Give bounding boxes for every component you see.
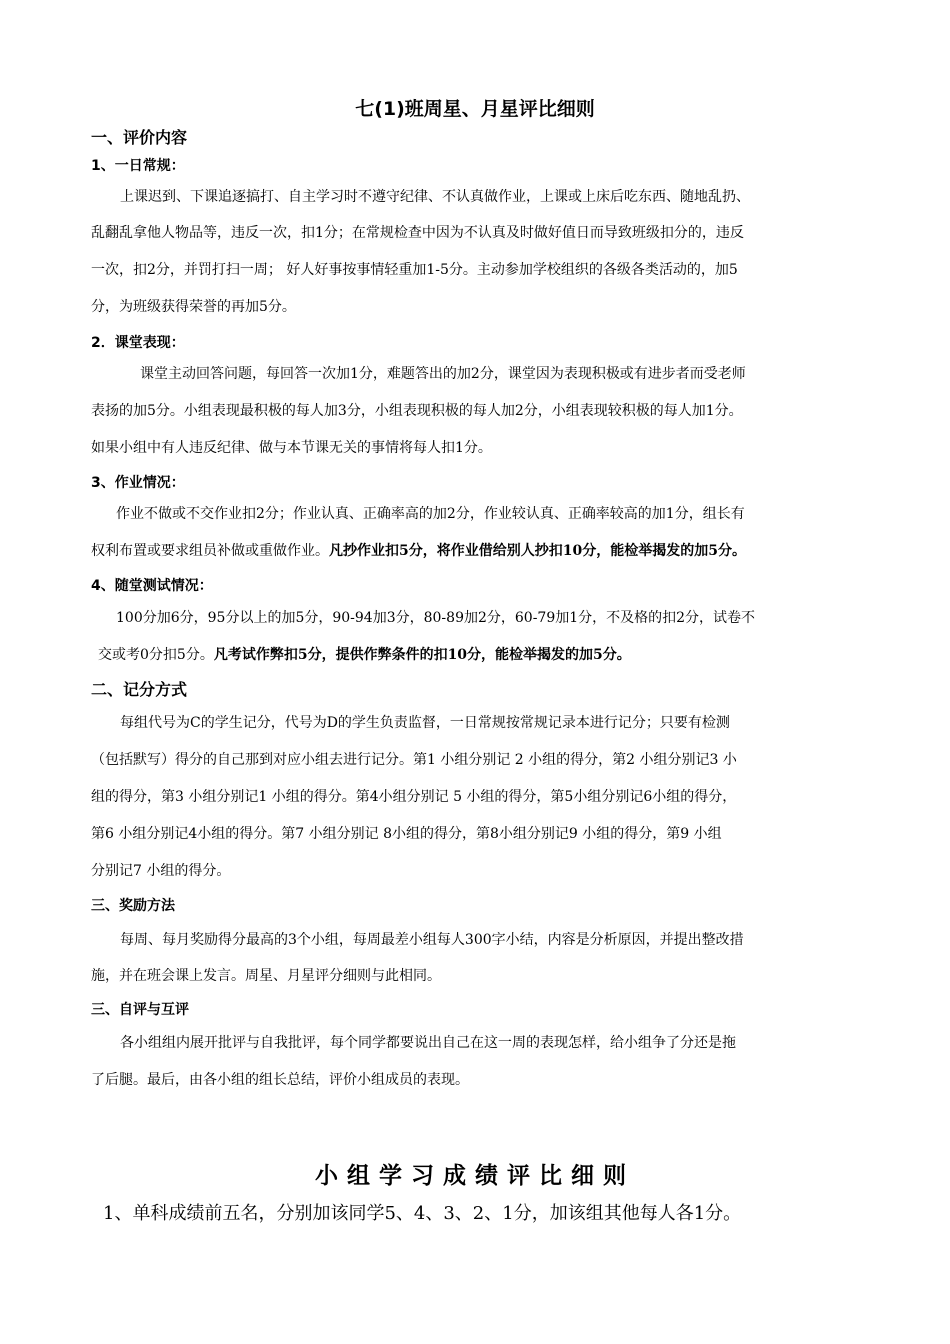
paragraph-line: 每周、每月奖励得分最高的3个小组，每周最差小组每人300字小结，内容是分析原因，并提出整改措 (120, 932, 744, 948)
text-normal: 权利布置或要求组员补做或重做作业。 (91, 543, 329, 559)
paragraph-line: 作业不做或不交作业扣2分；作业认真、正确率高的加2分，作业较认真、正确率较高的加1分，组长有 (116, 506, 745, 522)
paragraph-line: 表扬的加5分。小组表现最积极的每人加3分，小组表现积极的每人加2分，小组表现较积极的每人加1分。 (91, 403, 743, 419)
document-title: 七(1)班周星、月星评比细则 (355, 98, 595, 120)
paragraph-line: 了后腿。最后，由各小组的组长总结，评价小组成员的表现。 (91, 1072, 469, 1088)
paragraph-line (91, 540, 746, 560)
section-heading-rewards: 三、奖励方法 (91, 898, 175, 914)
subheading-classroom: 2．课堂表现： (91, 335, 185, 351)
section-heading-self-review: 三、自评与互评 (91, 1002, 189, 1018)
paragraph-line: 分，为班级获得荣誉的再加5分。 (91, 299, 296, 315)
second-title: 小组学习成绩评比细则 (315, 1163, 635, 1189)
section-heading-evaluation: 一、评价内容 (91, 128, 188, 147)
section-heading-scoring: 二、记分方式 (91, 680, 188, 699)
paragraph-line: 上课迟到、下课追逐搞打、自主学习时不遵守纪律、不认真做作业，上课或上床后吃东西、随地乱扔、 (120, 189, 750, 205)
subheading-daily-routine: 1、一日常规： (91, 158, 185, 174)
paragraph-line: 施，并在班会课上发言。周星、月星评分细则与此相同。 (91, 968, 441, 984)
paragraph-line: 课堂主动回答问题，每回答一次加1分，难题答出的加2分，课堂因为表现积极或有进步者而受老师 (140, 366, 746, 382)
subheading-quiz: 4、随堂测试情况： (91, 578, 213, 594)
paragraph-line (98, 644, 631, 664)
paragraph-line: 各小组组内展开批评与自我批评，每个同学都要说出自己在这一周的表现怎样，给小组争了分还是拖 (120, 1035, 736, 1051)
paragraph-line: 每组代号为C的学生记分，代号为D的学生负责监督，一日常规按常规记录本进行记分；只要有检测 (120, 715, 730, 731)
paragraph-line: 组的得分，第3 小组分别记1 小组的得分。第4小组分别记 5 小组的得分，第5小组分别记6小组的得分， (91, 789, 737, 805)
text-bold: 凡抄作业扣5分，将作业借给别人抄扣10分，能检举揭发的加5分。 (329, 543, 746, 559)
paragraph-line: 乱翻乱拿他人物品等，违反一次，扣1分；在常规检查中因为不认真及时做好值日而导致班级扣分的，违反 (91, 225, 744, 241)
paragraph-line: 一次，扣2分，并罚打扫一周； 好人好事按事情轻重加1-5分。主动参加学校组织的各级各类活动的，加5 (91, 262, 738, 278)
text-normal: 交或考0分扣5分。 (98, 647, 214, 663)
rule-line: 1、单科成绩前五名，分别加该同学5、4、3、2、1分，加该组其他每人各1分。 (103, 1203, 742, 1224)
paragraph-line: 第6 小组分别记4小组的得分。第7 小组分别记 8小组的得分，第8小组分别记9 小组的得分，第9 小组 (91, 826, 722, 842)
paragraph-line: 100分加6分，95分以上的加5分，90-94加3分，80-89加2分，60-79加1分，不及格的扣2分，试卷不 (116, 610, 756, 626)
subheading-homework: 3、作业情况： (91, 475, 185, 491)
paragraph-line: 如果小组中有人违反纪律、做与本节课无关的事情将每人扣1分。 (91, 440, 492, 456)
paragraph-line: （包括默写）得分的自己那到对应小组去进行记分。第1 小组分别记 2 小组的得分，第2 小组分别记3 小 (91, 752, 737, 768)
paragraph-line: 分别记7 小组的得分。 (91, 863, 231, 879)
text-bold: 凡考试作弊扣5分，提供作弊条件的扣10分，能检举揭发的加5分。 (213, 647, 631, 663)
